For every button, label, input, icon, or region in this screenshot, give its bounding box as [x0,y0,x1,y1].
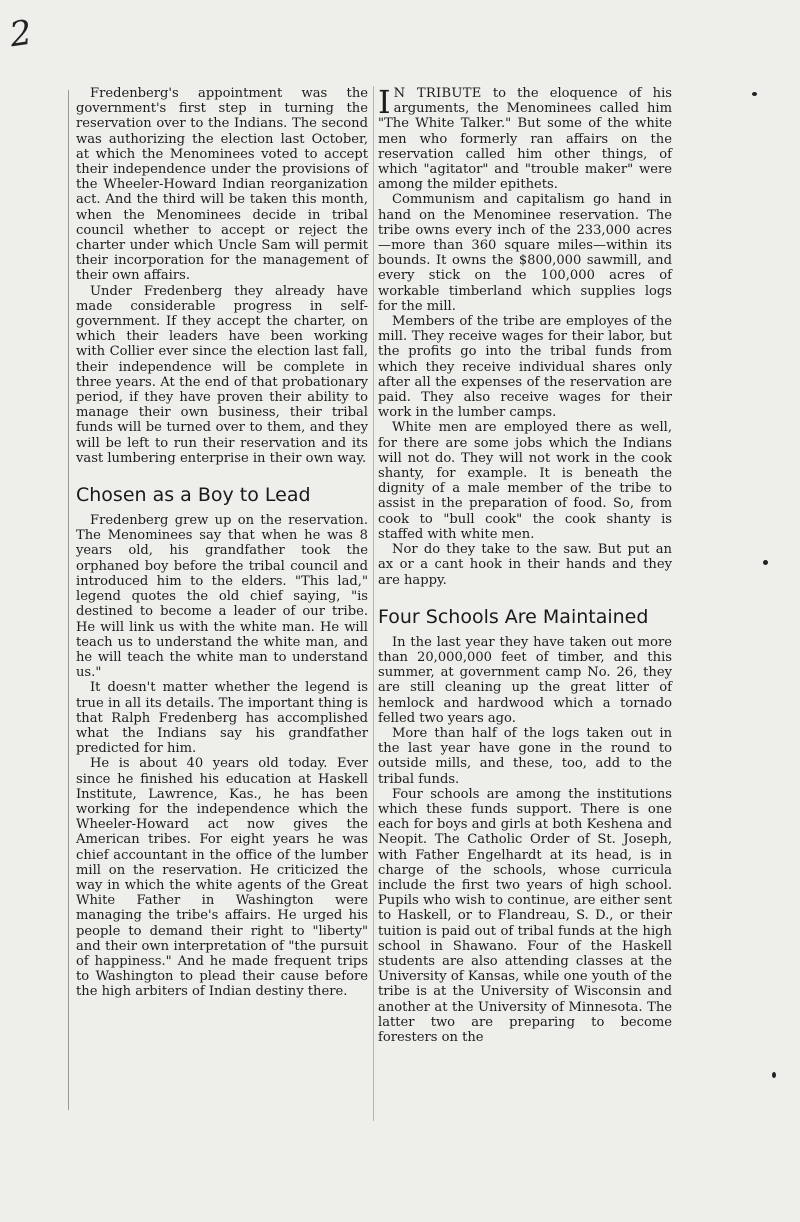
left-column [76,86,368,1000]
paragraph: Members of the tribe are employes of the mill. They receive wages for their labor, but the profits go into the tribal funds from which they receive individual shares only after all the expenses of the reservation are paid. They also receive wages for their work in the lumber camps. [378,314,672,421]
paragraph: Communism and capitalism go hand in hand on the Menominee reservation. The tribe owns every inch of the 233,000 acres —more than 360 square miles—within its bounds. It owns the $800,000 sawmill, and every stick on the 100,000 acres of workable timberland which supplies logs for the mill. [378,192,672,314]
ink-speck [772,1072,776,1078]
paragraph: Nor do they take to the saw. But put an ax or a cant hook in their hands and they are happy. [378,542,672,588]
paragraph: Fredenberg grew up on the reservation. The Menominees say that when he was 8 years old, his grandfather took the orphaned boy before the tribal council and introduced him to the elders. "This lad," legend quotes the old chief saying, "is destined to become a leader of our tribe. He will link us with the white man. He will teach us to understand the white man, and he will teach the white man to understand us." [76,513,368,681]
paragraph: In the last year they have taken out more than 20,000,000 feet of timber, and this summer, at government camp No. 26, they are still cleaning up the great litter of hemlock and hardwood which a tornado felled two years ago. [378,634,672,726]
section-heading: Chosen as a Boy to Lead [76,484,311,507]
paragraph: It doesn't matter whether the legend is true in all its details. The important thing is that Ralph Fredenberg has accomplished what the Indians say his grandfather predicted for him. [76,680,368,757]
ink-speck [752,92,757,96]
paragraph: He is about 40 years old today. Ever since he finished his education at Haskell Institute, Lawrence, Kas., he has been working for the independence which the Wheeler-Howard act now gives the American tribes. For eight years he was chief accountant in the office of the lumber mill on the reservation. He criticized the way in which the white agents of the Great White Father in Washington were managing the tribe's affairs. He urged his people to demand their right to "liberty" and their own interpretation of "the pursuit of happiness." And he made frequent trips to Washington to plead their cause before the high arbiters of Indian destiny there. [76,756,368,1000]
column-divider [373,86,374,1121]
section-heading: Four Schools Are Maintained [378,605,649,628]
paragraph: More than half of the logs taken out in the last year have gone in the round to outside mills, and these, too, add to the tribal funds. [378,725,672,787]
right-column [378,83,672,1045]
drop-cap: I [378,83,391,121]
paragraph: White men are employed there as well, for there are some jobs which the Indians will not do. They will not work in the cook shanty, for example. It is beneath the dignity of a male member of the tribe to assist in the preparation of food. So, from cook to "bull cook" the cook shanty is staffed with white men. [378,420,672,542]
paragraph: Fredenberg's appointment was the government's first step in turning the reservation over to the Indians. The second was authorizing the election last October, at which the Menominees voted to accept their independence under the provisions of the Wheeler-Howard Indian reorganization act. And the third will be taken this month, when the Menominees decide in tribal council whether to accept or reject the charter under which Uncle Sam will permit their incorporation for the management of their own affairs. [76,86,368,284]
lead-text: to the eloquence of his arguments, the Menominees called him "The White Talker." But some of the white men who formerly ran affairs on the reservation called him other things, of which "agitator" and "trouble maker" were among the milder epithets. [378,86,672,193]
page-number: 2 [7,12,35,56]
ink-speck [763,560,768,565]
paragraph: Four schools are among the institutions which these funds support. There is one each for boys and girls at both Keshena and Neopit. The Catholic Order of St. Joseph, with Father Engelhardt at its head, is in charge of the schools, whose curricula include the first two years of high school. Pupils who wish to continue, are either sent to Haskell, or to Flandreau, S. D., or their tuition is paid out of tribal funds at the high school in Shawano. Four of the Haskell students are also attending classes at the University of Kansas, while one youth of the tribe is at the University of Wisconsin and another at the University of Minnesota. The latter two are preparing to become foresters on the [378,786,672,1045]
lead-paragraph [378,83,672,193]
left-margin-rule [68,90,69,1110]
lead-small-caps: N TRIBUTE [393,86,482,101]
paragraph: Under Fredenberg they already have made considerable progress in self-government. If they accept the charter, on which their leaders have been working with Collier ever since the election last fall, their independence will be complete in three years. At the end of that probationary period, if they have proven their ability to manage their own business, their tribal funds will be turned over to them, and they will be left to run their reservation and its vast lumbering enterprise in their own way. [76,283,368,466]
